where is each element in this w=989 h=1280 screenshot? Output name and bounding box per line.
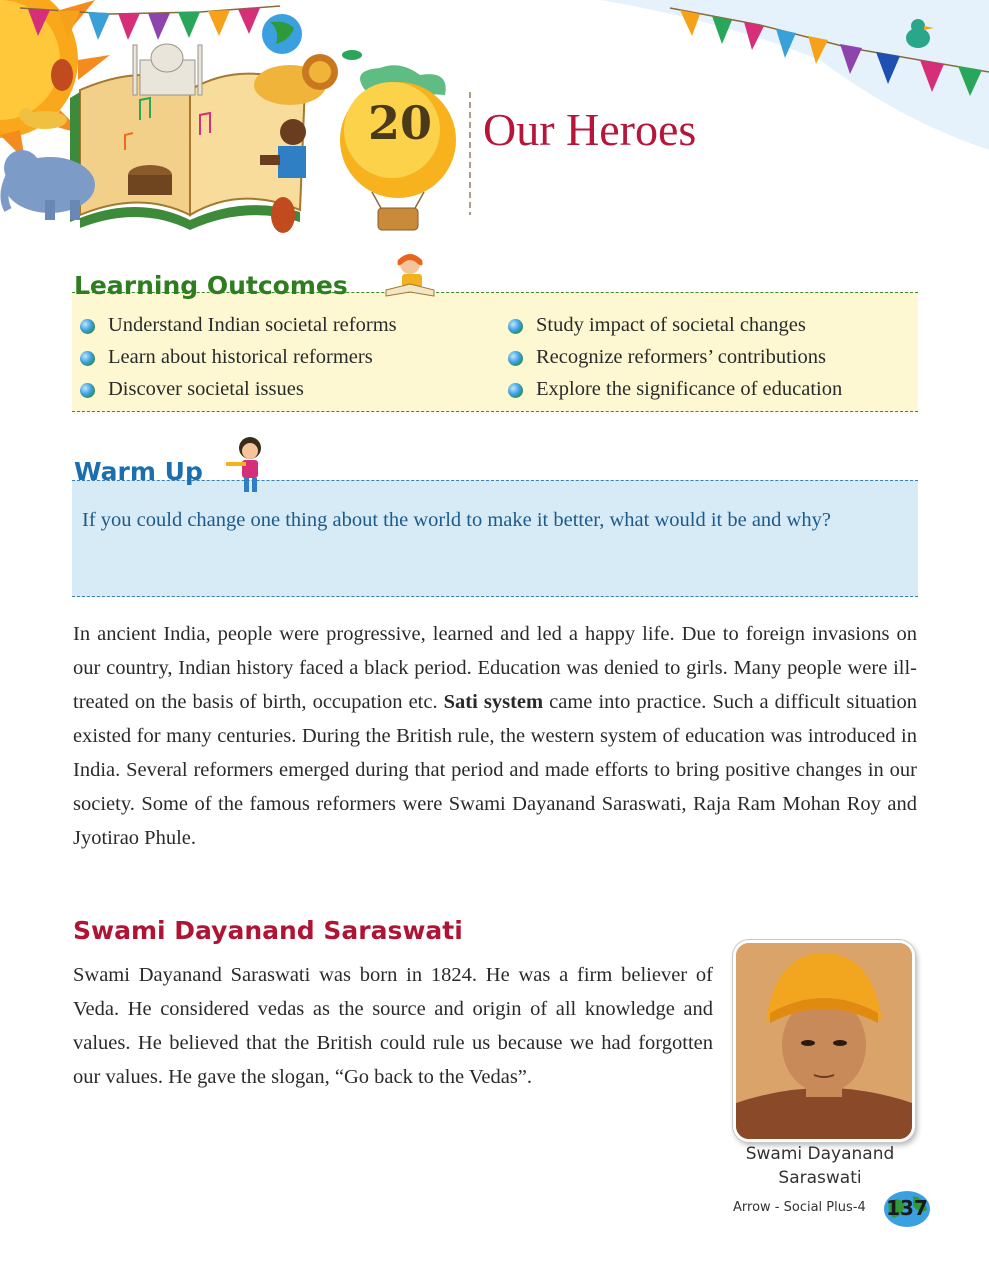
- globe-bullet-icon: [508, 319, 523, 334]
- boy-with-pencil-icon: [222, 434, 274, 496]
- book-title: Arrow - Social Plus-4: [733, 1200, 866, 1215]
- section-heading: Swami Dayanand Saraswati: [73, 916, 463, 945]
- caption-line: Saraswati: [778, 1168, 862, 1188]
- drum-icon: [128, 165, 172, 195]
- warm-up-heading: Warm Up: [74, 457, 203, 486]
- globe-bullet-icon: [80, 351, 95, 366]
- portrait-image: [733, 940, 915, 1142]
- intro-paragraph: [73, 617, 917, 855]
- section-paragraph: Swami Dayanand Saraswati was born in 1824. He was a firm believer of Veda. He considered vedas as the source and origin of all knowledge and values. He believed that the British could rule us because we had forgotten our values. He gave the slogan, “Go back to the Vedas”.: [73, 964, 713, 1088]
- globe-bullet-icon: [80, 383, 95, 398]
- taj-mahal-icon: [133, 44, 202, 95]
- outcome-item: Learn about historical reformers: [108, 346, 373, 368]
- globe-bullet-icon: [80, 319, 95, 334]
- chapter-title: Our Heroes: [483, 104, 697, 155]
- learning-outcomes-heading: Learning Outcomes: [74, 271, 348, 300]
- lion-icon: [254, 54, 338, 105]
- globe-bullet-icon: [508, 351, 523, 366]
- page-number: 137: [886, 1196, 928, 1220]
- learning-outcomes-box: [72, 292, 918, 412]
- outcome-item: Study impact of societal changes: [536, 314, 806, 336]
- globe-icon: [262, 14, 302, 54]
- warm-up-question: If you could change one thing about the world to make it better, what would it be and why?: [82, 509, 831, 531]
- outcome-item: Discover societal issues: [108, 378, 304, 400]
- portrait-caption: [725, 1142, 915, 1190]
- intro-text: In ancient India, people were progressive, learned and led a happy life. Due to foreign invasions on our country, Indian history faced a black period. Education was denied to girls. Many people were ill-treated on the basis of birth, occupation etc.: [73, 623, 917, 713]
- intro-bold-term: Sati system: [443, 691, 544, 713]
- warm-up-box: [72, 480, 918, 597]
- portrait-illustration: [736, 943, 912, 1139]
- chapter-number: 20: [367, 96, 432, 150]
- hummingbird-icon: [342, 50, 362, 60]
- globe-bullet-icon: [508, 383, 523, 398]
- girl-reading-icon: [378, 250, 442, 300]
- outcome-item: Understand Indian societal reforms: [108, 314, 397, 336]
- caption-line: Swami Dayanand: [745, 1144, 895, 1164]
- outcome-item: Recognize reformers’ contributions: [536, 346, 826, 368]
- outcome-item: Explore the significance of education: [536, 378, 843, 400]
- intro-text-continued: came into practice. Such a difficult situation existed for many centuries. During the British rule, the western system of education was introduced in India. Several reformers emerged during that period and made efforts to bring positive changes in our society. Some of the famous reformers were Swami Dayanand Saraswati, Raja Ram Mohan Roy and Jyotirao Phule.: [73, 691, 918, 849]
